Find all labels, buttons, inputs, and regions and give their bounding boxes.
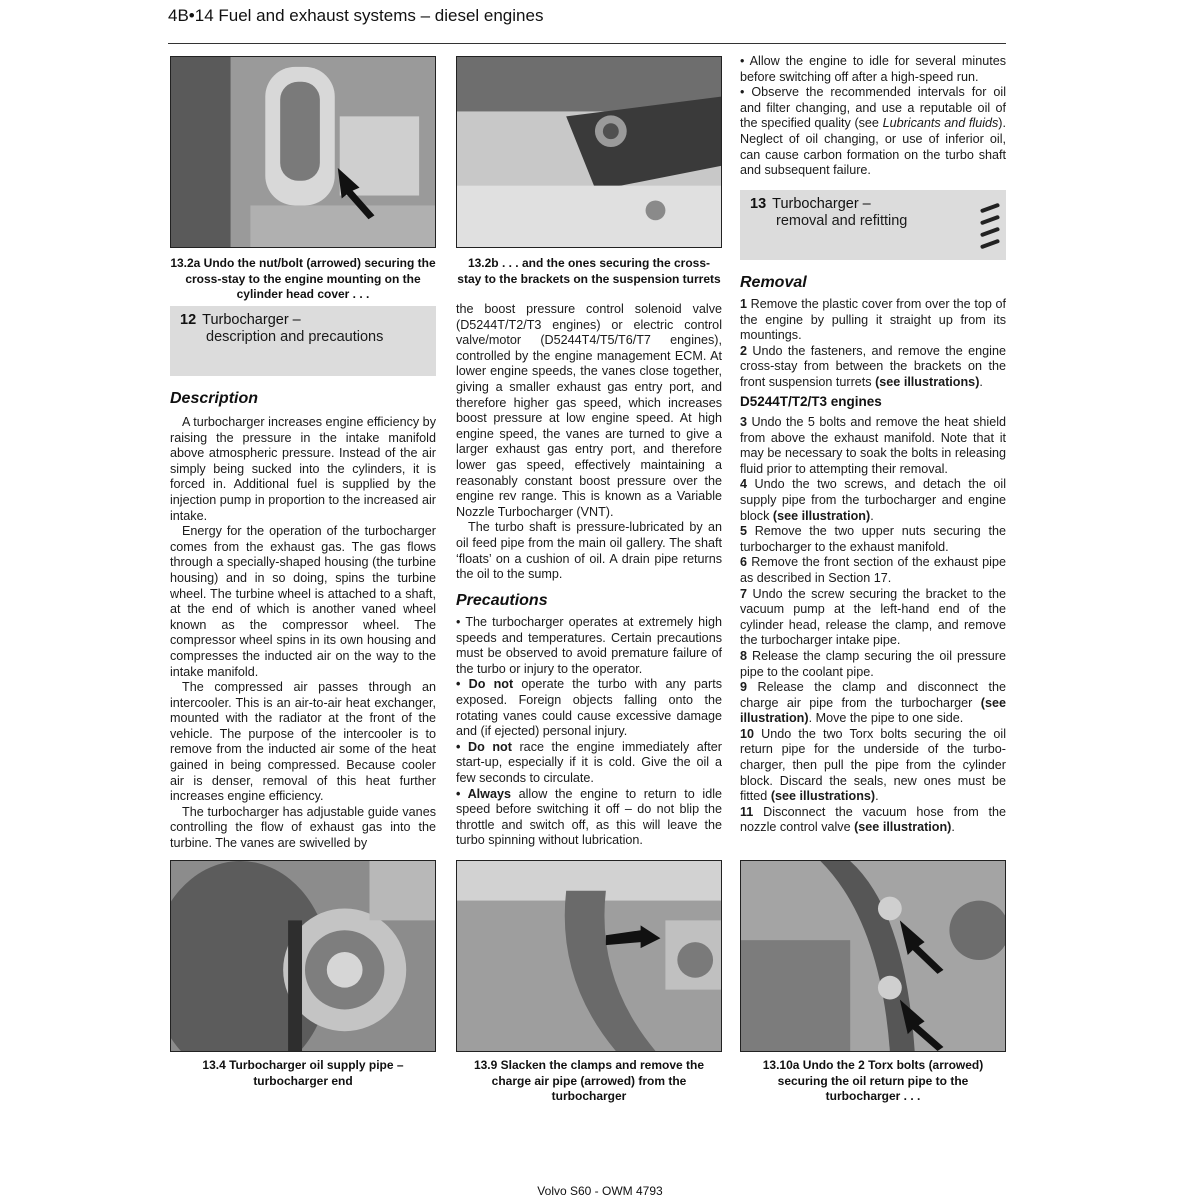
photo-13-2a	[170, 56, 436, 248]
bullet-item: • The turbocharger operates at extremely high speeds and temperatures. Certain precautions must be observed to avoid premature failure of the turbo or injury to the operator.	[456, 615, 722, 676]
paragraph: Energy for the operation of the turbocharger comes from the exhaust gas. The gas flows through a specially-shaped housing (the turbine housing) and in so doing, spins the turbine wheel. The turbine wheel is attached to a shaft, at the end of which is another vaned wheel known as the compressor wheel. The compressor wheel spins in its own housing and compresses the inducted air on the way to the intake manifold.	[170, 524, 436, 679]
bullet-item: • Do not operate the turbo with any parts exposed. Foreign objects falling onto the rotating vanes could cause excessive damage and (if ejected) personal injury.	[456, 677, 722, 739]
step-item: 1 Remove the plastic cover from over the top of the engine by pulling it straight up from its mountings.	[740, 297, 1006, 343]
step-item: 7 Undo the screw securing the bracket to the vacuum pump at the left-hand end of the cylinder head, release the clamp, and remove the turbocharger intake pipe.	[740, 586, 1006, 648]
step-item: 4 Undo the two screws, and detach the oil supply pipe from the turbocharger and engine block (see illustration).	[740, 477, 1006, 523]
removal-steps-2	[740, 415, 1006, 836]
description-heading: Description	[170, 390, 259, 407]
step-item: 8 Release the clamp securing the oil pressure pipe to the coolant pipe.	[740, 648, 1006, 679]
section-title: Turbocharger –	[772, 196, 871, 212]
bullet-item: • Allow the engine to idle for several minutes before switching off after a high-speed run.	[740, 54, 1006, 84]
section-number: 13	[750, 196, 767, 212]
caption-13-4: 13.4 Turbocharger oil supply pipe – turbocharger end	[202, 1058, 404, 1088]
photo-13-9	[456, 860, 722, 1052]
photo-13-2b	[456, 56, 722, 248]
paragraph: The turbocharger has adjustable guide vanes controlling the flow of exhaust gas into the turbine. The vanes are swivelled by	[170, 804, 436, 851]
step-item: 9 Release the clamp and disconnect the charge air pipe from the turbocharger (see illustration). Move the pipe to one side.	[740, 680, 1006, 726]
photo-13-10a	[740, 860, 1006, 1052]
bullet-item: • Do not race the engine immediately after start-up, especially if it is cold. Give the oil a few seconds to circulate.	[456, 739, 722, 785]
paragraph: A turbocharger increases engine efficiency by raising the pressure in the intake manifold above atmospheric pressure. Instead of the air simply being sucked into the cylinders, it is forced in. Additional fuel is supplied by the injection pump in proportion to the increased air intake.	[170, 415, 436, 523]
section-subtitle: removal and refitting	[776, 213, 908, 229]
step-item: 5 Remove the two upper nuts securing the turbocharger to the exhaust manifold.	[740, 524, 1006, 554]
step-item: 6 Remove the front section of the exhaust pipe as described in Section 17.	[740, 555, 1006, 585]
header-divider	[168, 43, 1006, 44]
section-13-heading	[740, 190, 1006, 260]
removal-heading: Removal	[740, 274, 807, 291]
page-footer: Volvo S60 - OWM 4793	[537, 1184, 663, 1198]
section-title: Turbocharger –	[202, 312, 301, 328]
column-1-text	[170, 415, 436, 852]
bullet-item: • Always allow the engine to return to idle speed before switching it off – do not blip the throttle and switch off, as this will leave the turbo spinning without lubrication.	[456, 786, 722, 848]
paragraph: The turbo shaft is pressure-lubricated by an oil feed pipe from the main oil gallery. The shaft ‘floats’ on a cushion of oil. A drain pipe returns the oil to the sump.	[456, 520, 722, 582]
section-12-heading	[170, 306, 436, 376]
column-3-top-text	[740, 54, 1006, 179]
step-item: 2 Undo the fasteners, and remove the engine cross-stay from between the brackets on the front suspension turrets (see illustrations).	[740, 343, 1006, 389]
section-subtitle: description and precautions	[206, 329, 384, 345]
caption-13-10a: 13.10a Undo the 2 Torx bolts (arrowed) securing the oil return pipe to the turbocharger . . .	[762, 1058, 984, 1103]
column-2-text	[456, 302, 722, 583]
paragraph: The compressed air passes through an intercooler. This is an air-to-air heat exchanger, mounted with the radiator at the front of the vehicle. The purpose of the intercooler is to remove from the inducted air some of the heat gained in being compressed. Because cooler air is denser, removal of this heat further increases engine efficiency.	[170, 680, 436, 804]
photo-13-4	[170, 860, 436, 1052]
page-header: 4B•14 Fuel and exhaust systems – diesel engines	[168, 6, 544, 25]
precautions-list	[456, 615, 722, 849]
bullet-item: • Observe the recommended intervals for oil and filter changing, and use a reputable oil of the specified quality (see Lubricants and fluids). Neglect of oil changing, or use of inferior oil, can cause carbon formation on the turbo shaft and subsequent failure.	[740, 85, 1006, 178]
section-number: 12	[180, 312, 197, 328]
caption-13-2a: 13.2a Undo the nut/bolt (arrowed) securing the cross-stay to the engine mounting on the cylinder head cover . . .	[170, 256, 436, 301]
difficulty-spanner-icon	[978, 200, 1004, 256]
step-item: 3 Undo the 5 bolts and remove the heat shield from above the exhaust manifold. Note that it may be necessary to soak the bolts in releasing fluid prior to attempting their removal.	[740, 415, 1006, 476]
paragraph: the boost pressure control solenoid valve (D5244T/T2/T3 engines) or electric control valve/motor (D5244T4/T5/T6/T7 engines), controlled by the engine management ECM. At lower engine speeds, the vanes close together, giving a smaller exhaust gas entry port, and therefore higher gas speed, which increases boost pressure at low engine speed. At high engine speed, the vanes are turned to give a larger exhaust gas entry port, and therefore lower gas speed, effectively maintaining a reasonably constant boost pressure over the engine rev range. This is known as a Variable Nozzle Turbocharger (VNT).	[456, 302, 722, 519]
precautions-heading: Precautions	[456, 592, 548, 609]
caption-13-2b: 13.2b . . . and the ones securing the cross-stay to the brackets on the suspension turrets	[457, 256, 721, 286]
removal-steps-1	[740, 297, 1006, 391]
engine-variant-heading: D5244T/T2/T3 engines	[740, 394, 882, 409]
caption-13-9: 13.9 Slacken the clamps and remove the charge air pipe (arrowed) from the turbocharger	[473, 1058, 705, 1103]
step-item: 11 Disconnect the vacuum hose from the nozzle control valve (see illustration).	[740, 804, 1006, 835]
step-item: 10 Undo the two Torx bolts securing the oil return pipe for the underside of the turbo-charger, then pull the pipe from the cylinder block. Discard the seals, new ones must be fitted (see illustrations).	[740, 726, 1006, 804]
